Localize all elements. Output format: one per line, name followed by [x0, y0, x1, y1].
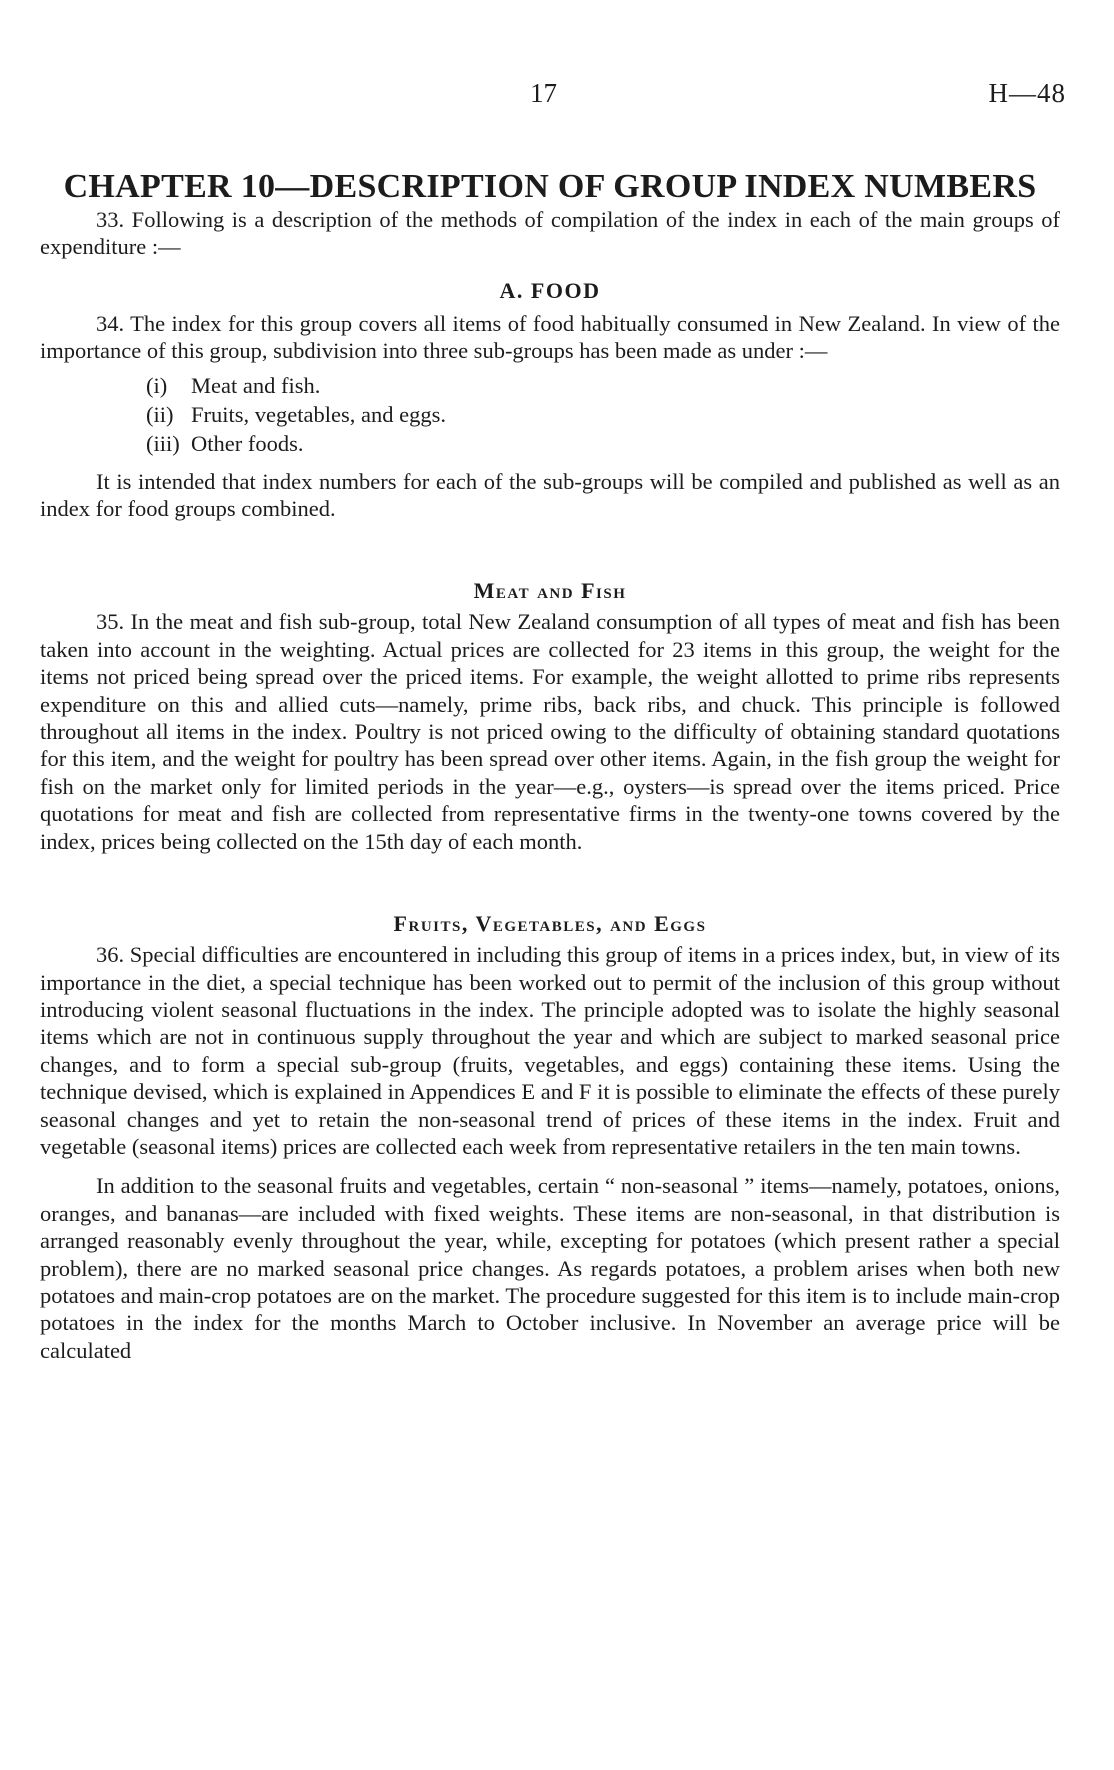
document-reference: H—48	[988, 78, 1066, 108]
list-marker: (ii)	[146, 401, 174, 427]
section-heading-fruits-vegetables-eggs: Fruits, Vegetables, and Eggs	[393, 911, 707, 937]
page-header	[0, 78, 1114, 118]
section-heading-meat-and-fish: Meat and Fish	[473, 578, 627, 604]
list-item	[146, 371, 1060, 400]
paragraph-34-continued: It is intended that index numbers for each of the sub-groups will be compiled and published as well as an index for food groups combined.	[40, 468, 1060, 522]
list-item	[146, 429, 1060, 458]
paragraph-36: 36. Special difficulties are encountered in including this group of items in a prices index, but, in view of its importance in the diet, a special technique has been worked out to permit of the inclusion of this group without introducing violent seasonal fluctuations in the index. The principle adopted was to isolate the highly seasonal items which are not in continuous supply throughout the year and which are subject to marked seasonal price changes, and to form a special sub-group (fruits, vegetables, and eggs) containing these items. Using the technique devised, which is explained in Appendices E and F it is possible to eliminate the effects of these purely seasonal changes and yet to retain the non-seasonal trend of prices of these items in the index. Fruit and vegetable (seasonal items) prices are collected each week from representative retailers in the ten main towns.	[40, 942, 1060, 1159]
paragraph-34: 34. The index for this group covers all items of food habitually consumed in New Zealand. In view of the importance of this group, subdivision into three sub-groups has been made as under :—	[40, 310, 1060, 364]
paragraph-35: 35. In the meat and fish sub-group, total New Zealand consumption of all types of meat and fish has been taken into account in the weighting. Actual prices are collected for 23 items in this group, the weight for the items not priced being spread over the priced items. For example, the weight allotted to prime ribs represents expenditure on this and allied cuts—namely, prime ribs, back ribs, and chuck. This principle is followed throughout all items in the index. Poultry is not priced owing to the difficulty of obtaining standard quotations for this item, and the weight for poultry has been spread over other items. Again, in the fish group the weight for fish on the market only for limited periods in the year—e.g., oysters—is spread over the items priced. Price quotations for meat and fish are collected from representative firms in the twenty-one towns covered by the index, prices being collected on the 15th day of each month.	[40, 609, 1060, 854]
paragraph-33: 33. Following is a description of the methods of compilation of the index in each of the main groups of expenditure :—	[40, 207, 1060, 260]
page-number: 17	[530, 78, 557, 108]
list-item	[146, 400, 1060, 429]
subgroup-list	[40, 371, 1060, 458]
list-marker: (i)	[146, 372, 168, 398]
paragraph-36-continued: In addition to the seasonal fruits and vegetables, certain “ non-seasonal ” items—namely, potatoes, onions, oranges, and bananas—are included with fixed weights. These items are non-seasonal, in that distribution is arranged reasonably evenly throughout the year, while, excepting for potatoes (which present rather a special problem), there are no marked seasonal price changes. As regards potatoes, a problem arises when both new potatoes and main-crop potatoes are on the market. The procedure suggested for this item is to include main-crop potatoes in the index for the months March to October inclusive. In November an average price will be calculated	[40, 1173, 1060, 1363]
list-marker: (iii)	[146, 430, 180, 456]
list-item-text: Other foods.	[191, 430, 304, 456]
chapter-title: CHAPTER 10—DESCRIPTION OF GROUP INDEX NUMBERS	[63, 168, 1037, 205]
list-item-text: Meat and fish.	[191, 372, 321, 398]
list-item-text: Fruits, vegetables, and eggs.	[191, 401, 446, 427]
section-heading-food: A. FOOD	[499, 277, 601, 303]
page-content	[40, 168, 1060, 1364]
